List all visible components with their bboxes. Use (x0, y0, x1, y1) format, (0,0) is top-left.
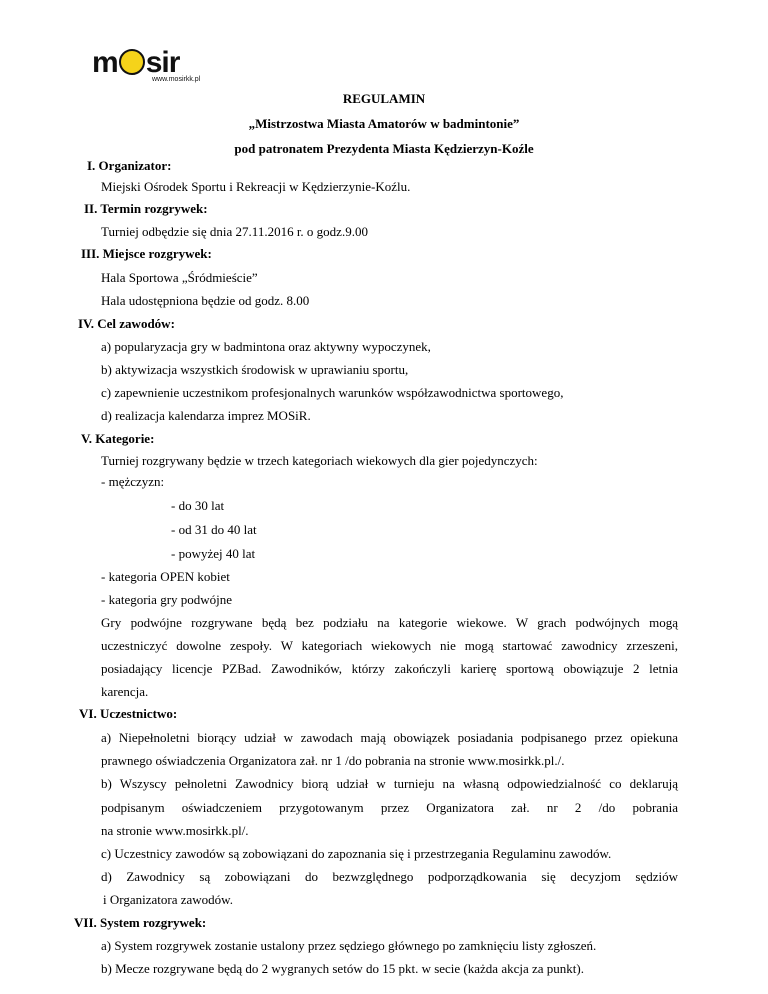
heading-termin: II. Termin rozgrywek: (84, 201, 208, 216)
kategorie-gry-podwojne: - kategoria gry podwójne (101, 592, 233, 607)
kategorie-intro: Turniej rozgrywany będzie w trzech kategoriach wiekowych dla gier pojedynczych: (101, 453, 538, 468)
mosir-logo (92, 48, 212, 88)
cel-item-d: d) realizacja kalendarza imprez MOSiR. (101, 408, 311, 423)
uczestnictwo-b-3: na stronie www.mosirkk.pl/. (101, 823, 249, 838)
logo-text-left: m (92, 46, 118, 79)
kategorie-paragraph-3: posiadający licencje PZBad. Zawodników, którzy zakończyli karierę sportową obowiązuje 2 letnia (101, 661, 678, 676)
heading-uczestnictwo: VI. Uczestnictwo: (79, 706, 178, 721)
cel-item-b: b) aktywizacja wszystkich środowisk w uprawianiu sportu, (101, 362, 409, 377)
kategorie-do-30: - do 30 lat (171, 498, 225, 513)
logo-ball-icon (119, 49, 145, 75)
kategorie-mezczyzn: - mężczyzn: (101, 474, 165, 489)
title-patronage: pod patronatem Prezydenta Miasta Kędzierzyn-Koźle (234, 141, 534, 156)
kategorie-paragraph-1: Gry podwójne rozgrywane będą bez podziału na kategorie wiekowe. W grach podwójnych mogą (101, 615, 678, 630)
kategorie-31-40: - od 31 do 40 lat (171, 522, 257, 537)
termin-text: Turniej odbędzie się dnia 27.11.2016 r. o godz.9.00 (101, 224, 368, 239)
heading-miejsce: III. Miejsce rozgrywek: (81, 246, 212, 261)
organizator-text: Miejski Ośrodek Sportu i Rekreacji w Kędzierzynie-Koźlu. (101, 179, 411, 194)
uczestnictwo-c: c) Uczestnicy zawodów są zobowiązani do zapoznania się i przestrzegania Regulaminu zawodów. (101, 846, 612, 861)
kategorie-open-kobiet: - kategoria OPEN kobiet (101, 569, 230, 584)
cel-item-c: c) zapewnienie uczestnikom profesjonalnych warunków współzawodnictwa sportowego, (101, 385, 564, 400)
heading-system: VII. System rozgrywek: (74, 915, 207, 930)
uczestnictwo-b-1: b) Wszyscy pełnoletni Zawodnicy biorą udział w turnieju na własną odpowiedzialność co deklarują (101, 776, 678, 791)
uczestnictwo-a-2: prawnego oświadczenia Organizatora zał. nr 1 /do pobrania na stronie www.mosirkk.pl./. (101, 753, 565, 768)
logo-url: www.mosirkk.pl (152, 76, 201, 83)
uczestnictwo-d-1: d) Zawodnicy są zobowiązani do bezwzględnego podporządkowania się decyzjom sędziów (101, 869, 678, 884)
kategorie-powyzej-40: - powyżej 40 lat (171, 546, 256, 561)
kategorie-paragraph-4: karencja. (101, 684, 149, 699)
title-event: „Mistrzostwa Miasta Amatorów w badmintonie” (248, 116, 520, 131)
system-b: b) Mecze rozgrywane będą do 2 wygranych setów do 15 pkt. w secie (każda akcja za punkt). (101, 961, 584, 976)
uczestnictwo-d-2: i Organizatora zawodów. (103, 892, 233, 907)
cel-item-a: a) popularyzacja gry w badmintona oraz aktywny wypoczynek, (101, 339, 431, 354)
miejsce-text-2: Hala udostępniona będzie od godz. 8.00 (101, 293, 310, 308)
title-regulamin: REGULAMIN (342, 91, 426, 106)
uczestnictwo-a-1: a) Niepełnoletni biorący udział w zawodach mają obowiązek posiadania podpisanego przez opiekuna (101, 730, 678, 745)
logo-text-right: sir (145, 46, 180, 79)
heading-organizator: I. Organizator: (87, 158, 172, 173)
kategorie-paragraph-2: uczestniczyć dowolne zespoły. W kategoriach wiekowych nie mogą startować zawodnicy zrzeszeni, (101, 638, 678, 653)
miejsce-text-1: Hala Sportowa „Śródmieście” (101, 270, 258, 285)
heading-kategorie: V. Kategorie: (81, 431, 155, 446)
heading-cel: IV. Cel zawodów: (78, 316, 175, 331)
system-a: a) System rozgrywek zostanie ustalony przez sędziego głównego po zamknięciu listy zgłoszeń. (101, 938, 597, 953)
uczestnictwo-b-2: podpisanym oświadczeniem przygotowanym przez Organizatora zał. nr 2 /do pobrania (101, 800, 678, 815)
